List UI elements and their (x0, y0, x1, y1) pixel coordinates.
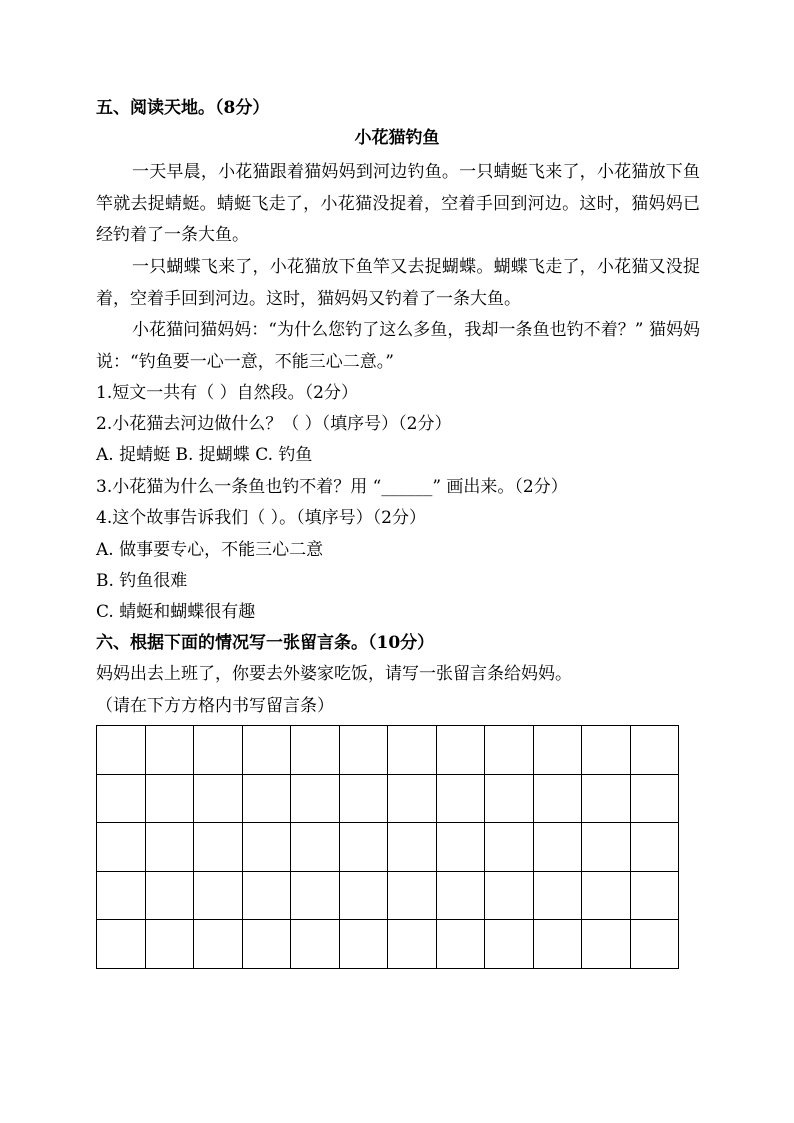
grid-row (97, 726, 679, 775)
grid-cell[interactable] (97, 726, 146, 775)
grid-cell[interactable] (242, 823, 291, 872)
grid-cell[interactable] (436, 726, 485, 775)
grid-cell[interactable] (194, 871, 243, 920)
grid-cell[interactable] (533, 726, 582, 775)
grid-cell[interactable] (194, 774, 243, 823)
story-paragraph-3: 小花猫问猫妈妈：“为什么您钓了这么多鱼，我却一条鱼也钓不着？” 猫妈妈说：“钓鱼要一心一意，不能三心二意。” (96, 320, 700, 372)
grid-cell[interactable] (582, 823, 631, 872)
grid-cell[interactable] (194, 920, 243, 969)
story-title: 小花猫钓鱼 (354, 128, 440, 148)
grid-cell[interactable] (388, 726, 437, 775)
grid-cell[interactable] (533, 774, 582, 823)
grid-row (97, 774, 679, 823)
grid-cell[interactable] (242, 871, 291, 920)
grid-cell[interactable] (339, 871, 388, 920)
grid-cell[interactable] (388, 920, 437, 969)
grid-row (97, 871, 679, 920)
grid-cell[interactable] (388, 871, 437, 920)
grid-cell[interactable] (436, 774, 485, 823)
question-1: 1.短文一共有（ ）自然段。（2分） (96, 383, 358, 403)
question-4: 4.这个故事告诉我们（ ）。（填序号）（2分） (96, 508, 426, 528)
section6-prompt: 妈妈出去上班了，你要去外婆家吃饭，请写一张留言条给妈妈。 (96, 664, 572, 684)
grid-cell[interactable] (485, 871, 534, 920)
grid-cell[interactable] (582, 774, 631, 823)
grid-cell[interactable] (291, 726, 340, 775)
grid-cell[interactable] (291, 920, 340, 969)
grid-cell[interactable] (194, 726, 243, 775)
grid-cell[interactable] (436, 871, 485, 920)
section5-heading: 五、阅读天地。（8分） (96, 98, 270, 118)
question-2: 2.小花猫去河边做什么？（ ）（填序号）（2分） (96, 414, 452, 434)
grid-cell[interactable] (485, 920, 534, 969)
grid-cell[interactable] (485, 774, 534, 823)
grid-cell[interactable] (97, 871, 146, 920)
question-2-options: A. 捉蜻蜓 B. 捉蝴蝶 C. 钓鱼 (96, 445, 313, 465)
grid-row (97, 920, 679, 969)
grid-cell[interactable] (291, 871, 340, 920)
grid-cell[interactable] (630, 871, 679, 920)
grid-cell[interactable] (339, 823, 388, 872)
question-4-option-a: A. 做事要专心，不能三心二意 (96, 540, 324, 560)
grid-cell[interactable] (291, 774, 340, 823)
grid-cell[interactable] (388, 823, 437, 872)
grid-cell[interactable] (242, 774, 291, 823)
story-paragraph-2: 一只蝴蝶飞来了，小花猫放下鱼竿又去捉蝴蝶。蝴蝶飞走了，小花猫又没捉着，空着手回到河边。这时，猫妈妈又钓着了一条大鱼。 (96, 257, 700, 309)
writing-grid (96, 725, 679, 969)
grid-cell[interactable] (485, 823, 534, 872)
grid-cell[interactable] (242, 726, 291, 775)
grid-cell[interactable] (97, 920, 146, 969)
grid-cell[interactable] (582, 920, 631, 969)
grid-row (97, 823, 679, 872)
grid-cell[interactable] (582, 726, 631, 775)
grid-cell[interactable] (436, 920, 485, 969)
question-3: 3.小花猫为什么一条鱼也钓不着？用 “______” 画出来。（2分） (96, 477, 568, 497)
grid-cell[interactable] (630, 823, 679, 872)
grid-cell[interactable] (630, 920, 679, 969)
grid-cell[interactable] (533, 920, 582, 969)
grid-cell[interactable] (194, 823, 243, 872)
grid-cell[interactable] (582, 871, 631, 920)
question-4-option-b: B. 钓鱼很难 (96, 571, 188, 591)
grid-cell[interactable] (339, 920, 388, 969)
grid-cell[interactable] (145, 920, 194, 969)
question-4-option-c: C. 蜻蜓和蝴蝶很有趣 (96, 602, 256, 622)
grid-cell[interactable] (291, 823, 340, 872)
grid-cell[interactable] (630, 726, 679, 775)
grid-cell[interactable] (339, 726, 388, 775)
grid-cell[interactable] (97, 823, 146, 872)
grid-cell[interactable] (339, 774, 388, 823)
grid-cell[interactable] (145, 823, 194, 872)
grid-cell[interactable] (485, 726, 534, 775)
grid-cell[interactable] (145, 726, 194, 775)
section6-note: （请在下方方格内书写留言条） (96, 696, 334, 716)
grid-cell[interactable] (630, 774, 679, 823)
section6-heading: 六、根据下面的情况写一张留言条。（10分） (96, 633, 435, 653)
grid-cell[interactable] (436, 823, 485, 872)
grid-cell[interactable] (145, 871, 194, 920)
grid-cell[interactable] (145, 774, 194, 823)
story-paragraph-1: 一天早晨，小花猫跟着猫妈妈到河边钓鱼。一只蜻蜓飞来了，小花猫放下鱼竿就去捉蜻蜓。蜻蜓飞走了，小花猫没捉着，空着手回到河边。这时，猫妈妈已经钓着了一条大鱼。 (96, 162, 700, 245)
grid-cell[interactable] (388, 774, 437, 823)
grid-cell[interactable] (97, 774, 146, 823)
grid-cell[interactable] (533, 823, 582, 872)
grid-cell[interactable] (242, 920, 291, 969)
grid-cell[interactable] (533, 871, 582, 920)
